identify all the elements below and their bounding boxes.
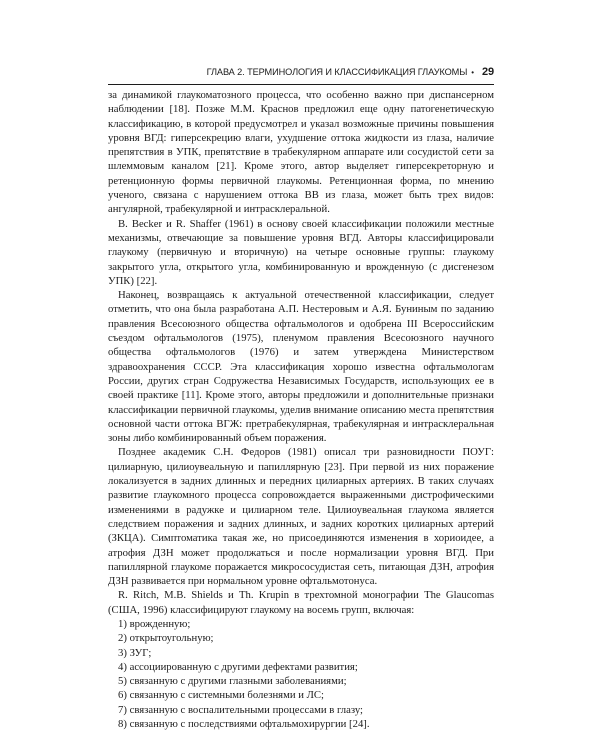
list-item: 5) связанную с другими глазными заболеваниями; xyxy=(118,675,347,688)
paragraph: Наконец, возвращаясь к актуальной отечественной классификации, следует отметить, что она была разработана А.П. Нестеровым и А.Я. Буниным по заданию правления Всесоюзного общества офтальмологов и одобрена III Всероссийским съездом офтальмологов (1975), пленумом правления Всесоюзного научного общества офтальмологов (1976) и затем утверждена Министерством здравоохранения СССР. Эта классификация хорошо известна офтальмологам России, других стран Содружества Независимых Государств, использующих ее в своей практике [11]. Кроме этого, авторы предложили и дополнительные признаки классификации первичной глаукомы, уделив внимание описанию места препятствия основной части оттока ВГЖ: претрабекулярная, трабекулярная и интрасклеральная зоны либо комбинированный объем поражения. xyxy=(108,289,494,445)
running-header xyxy=(108,64,494,80)
paragraph: Позднее академик С.Н. Федоров (1981) описал три разновидности ПОУГ: цилиарную, цилиоувеальную и папиллярную [23]. При первой из них поражение локализуется в задних длинных и передних цилиарных артериях. В таких случаях развитие глаукомного процесса сопровождается выраженными дистрофическими изменениями в радужке и цилиарном теле. Цилиоувеальная глаукома является следствием поражения и задних длинных, и задних коротких цилиарных артерий (ЗКЦА). Симптоматика такая же, но присоединяются изменения в хориоидее, а атрофия ДЗН может продолжаться и после нормализации уровня ВГД. При папиллярной глаукоме поражается микрососудистая сеть, питающая ДЗН, атрофия ДЗН развивается при нормальном уровне офтальмотонуса. xyxy=(108,446,494,588)
page-number: 29 xyxy=(481,66,494,78)
paragraph: за динамикой глаукоматозного процесса, что особенно важно при диспансерном наблюдении [18]. Позже М.М. Краснов предложил еще одну патогенетическую классификацию, в которой предусмотрел и указал возможные причины повышения уровня ВГД: гиперсекрецию влаги, ухудшение оттока жидкости из глаза, наличие препятствия в УПК, препятствие в трабекулярном аппарате или сосудистой сети за шлеммовым каналом [21]. Кроме этого, автор выделяет гиперсекреторную и ретенционную формы первичной глаукомы. Ретенционная форма, по мнению ученого, связана с нарушением оттока ВВ из глаза, может быть трех видов: ангулярной, трабекулярной и интрасклеральной. xyxy=(108,89,494,216)
paragraph: B. Becker и R. Shaffer (1961) в основу своей классификации положили местные механизмы, отвечающие за повышение уровня ВГД. Авторы классифицировали глаукому (первичную и вторичную) на четыре основные группы: глаукому закрытого угла, открытого угла, комбинированную и врожденную (с дисгенезом УПК) [22]. xyxy=(108,217,494,287)
bullet-separator: • xyxy=(471,68,474,77)
page-body xyxy=(108,88,494,731)
list-item: 4) ассоциированную с другими дефектами развития; xyxy=(118,660,358,673)
classification-list xyxy=(108,617,494,731)
list-item: 1) врожденную; xyxy=(118,617,191,630)
list-item: 2) открытоугольную; xyxy=(118,632,214,645)
header-divider xyxy=(108,84,494,85)
list-item: 7) связанную с воспалительными процессами в глазу; xyxy=(118,703,364,716)
list-item: 8) связанную с последствиями офтальмохирургии [24]. xyxy=(118,718,370,731)
chapter-title: ГЛАВА 2. ТЕРМИНОЛОГИЯ И КЛАССИФИКАЦИЯ ГЛАУКОМЫ xyxy=(206,67,468,77)
paragraph: R. Ritch, M.B. Shields и Th. Krupin в трехтомной монографии The Glaucomas (США, 1996) классифицируют глаукому на восемь групп, включая: xyxy=(108,589,494,616)
list-item: 3) ЗУГ; xyxy=(118,646,152,659)
list-item: 6) связанную с системными болезнями и ЛС; xyxy=(118,689,324,702)
